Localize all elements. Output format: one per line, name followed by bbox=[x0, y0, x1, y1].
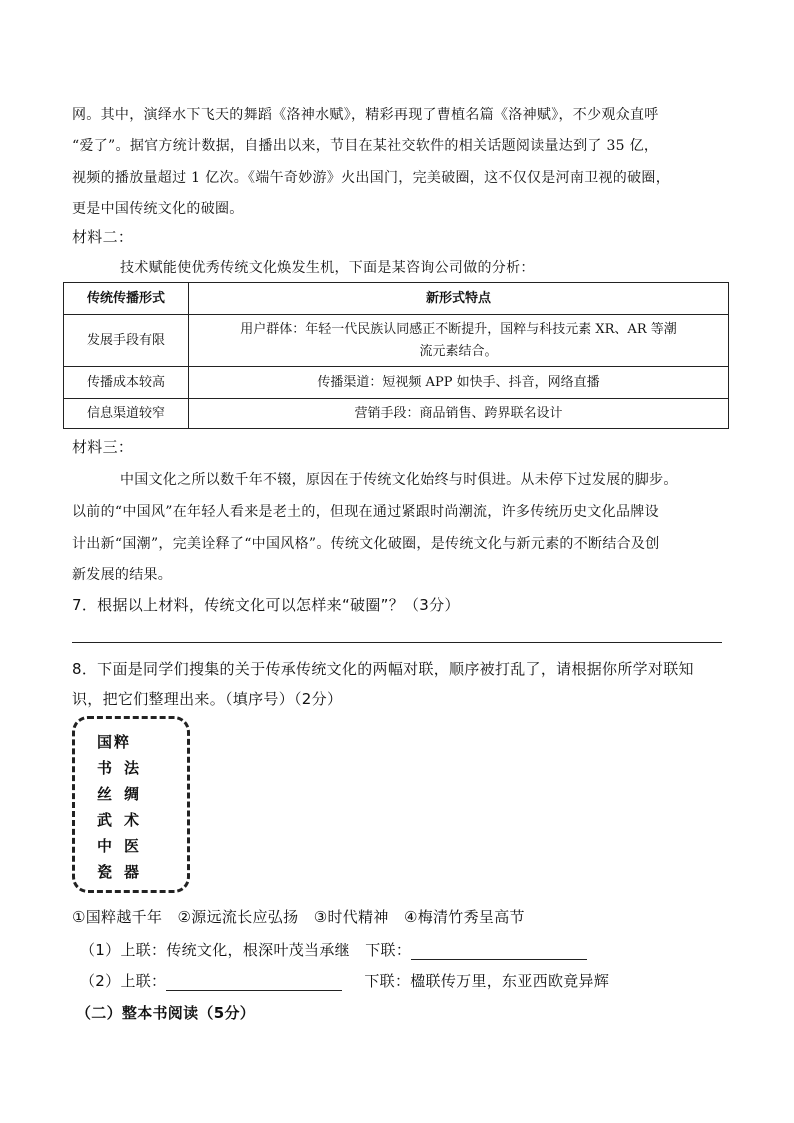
table-cell-new-3: 营销手段：商品销售、跨界联名设计 bbox=[189, 399, 729, 429]
sub-2-answer-blank[interactable] bbox=[166, 974, 342, 991]
box-item-3: 丝绸 bbox=[97, 785, 152, 803]
table-cell-new-1-line-2: 流元素结合。 bbox=[419, 343, 498, 359]
analysis-table bbox=[63, 282, 729, 429]
material1-line-4: 更是中国传统文化的破圈。 bbox=[72, 201, 244, 217]
table-cell-new-1-line-1: 用户群体：年轻一代民族认同感正不断提升，国粹与科技元素 XR、AR 等潮 bbox=[240, 321, 677, 337]
question-7-text: 根据以上材料，传统文化可以怎样来“破圈”？（3分） bbox=[97, 596, 460, 614]
material2-intro: 技术赋能使优秀传统文化焕发生机，下面是某咨询公司做的分析： bbox=[120, 260, 535, 276]
material1-line-2: “爱了”。据官方统计数据，自播出以来，节目在某社交软件的相关话题阅读量达到了 35 亿， bbox=[72, 138, 659, 154]
material3-line-2: 以前的“中国风”在年轻人看来是老土的，但现在通过紧跟时尚潮流，许多传统历史文化品牌设 bbox=[72, 504, 659, 520]
question-8-number: 8． bbox=[72, 660, 98, 678]
material3-line-1: 中国文化之所以数千年不辍，原因在于传统文化始终与时俱进。从未停下过发展的脚步。 bbox=[120, 472, 678, 488]
question-7-number: 7． bbox=[72, 596, 98, 614]
question-8-line-1 bbox=[72, 658, 694, 679]
material3-line-4: 新发展的结果。 bbox=[72, 567, 173, 583]
material1-line-1: 网。其中，演绎水下飞天的舞蹈《洛神水赋》，精彩再现了曹植名篇《洛神赋》，不少观众直呼 bbox=[72, 107, 659, 123]
box-item-5: 中医 bbox=[97, 837, 152, 855]
material3-line-3: 计出新“国潮”，完美诠释了“中国风格”。传统文化破圈，是传统文化与新元素的不断结合及创 bbox=[72, 536, 660, 552]
box-item-4: 武术 bbox=[97, 811, 152, 829]
material3-heading: 材料三： bbox=[72, 438, 134, 456]
sub-2-prefix: （2）上联： bbox=[80, 972, 167, 990]
table-cell-traditional-3: 信息渠道较窄 bbox=[64, 399, 189, 429]
section-2-heading: （二）整本书阅读（5分） bbox=[76, 1004, 256, 1022]
sub-1-prefix: （1）上联：传统文化，根深叶茂当承继 下联： bbox=[80, 941, 412, 959]
table-header-new: 新形式特点 bbox=[189, 283, 729, 315]
table-cell-new-2: 传播渠道：短视频 APP 如快手、抖音，网络直播 bbox=[189, 367, 729, 399]
box-item-6: 瓷器 bbox=[97, 863, 152, 881]
question-7 bbox=[72, 594, 460, 615]
question-8-line-2: 识，把它们整理出来。（填序号）（2分） bbox=[72, 690, 343, 708]
question-8-text-1: 下面是同学们搜集的关于传承传统文化的两幅对联，顺序被打乱了，请根据你所学对联知 bbox=[97, 660, 694, 678]
question-8-sub-2 bbox=[80, 970, 609, 991]
table-cell-new-1 bbox=[189, 315, 729, 367]
table-cell-traditional-1: 发展手段有限 bbox=[64, 315, 189, 367]
material2-heading: 材料二： bbox=[72, 228, 134, 246]
question-8-options: ①国粹越千年 ②源远流长应弘扬 ③时代精神 ④梅清竹秀呈高节 bbox=[72, 908, 525, 926]
sub-1-answer-blank[interactable] bbox=[411, 943, 587, 960]
table-header-traditional: 传统传播形式 bbox=[64, 283, 189, 315]
sub-2-suffix: 下联：楹联传万里，东亚西欧竟异辉 bbox=[364, 972, 610, 990]
box-item-2: 书法 bbox=[97, 759, 152, 777]
material1-line-3: 视频的播放量超过 1 亿次。《端午奇妙游》火出国门，完美破圈，这不仅仅是河南卫视的破圈， bbox=[72, 170, 671, 186]
table-cell-traditional-2: 传播成本较高 bbox=[64, 367, 189, 399]
question-7-answer-line[interactable] bbox=[72, 642, 722, 643]
question-8-sub-1 bbox=[80, 939, 587, 960]
box-item-1: 国粹 bbox=[97, 733, 132, 751]
